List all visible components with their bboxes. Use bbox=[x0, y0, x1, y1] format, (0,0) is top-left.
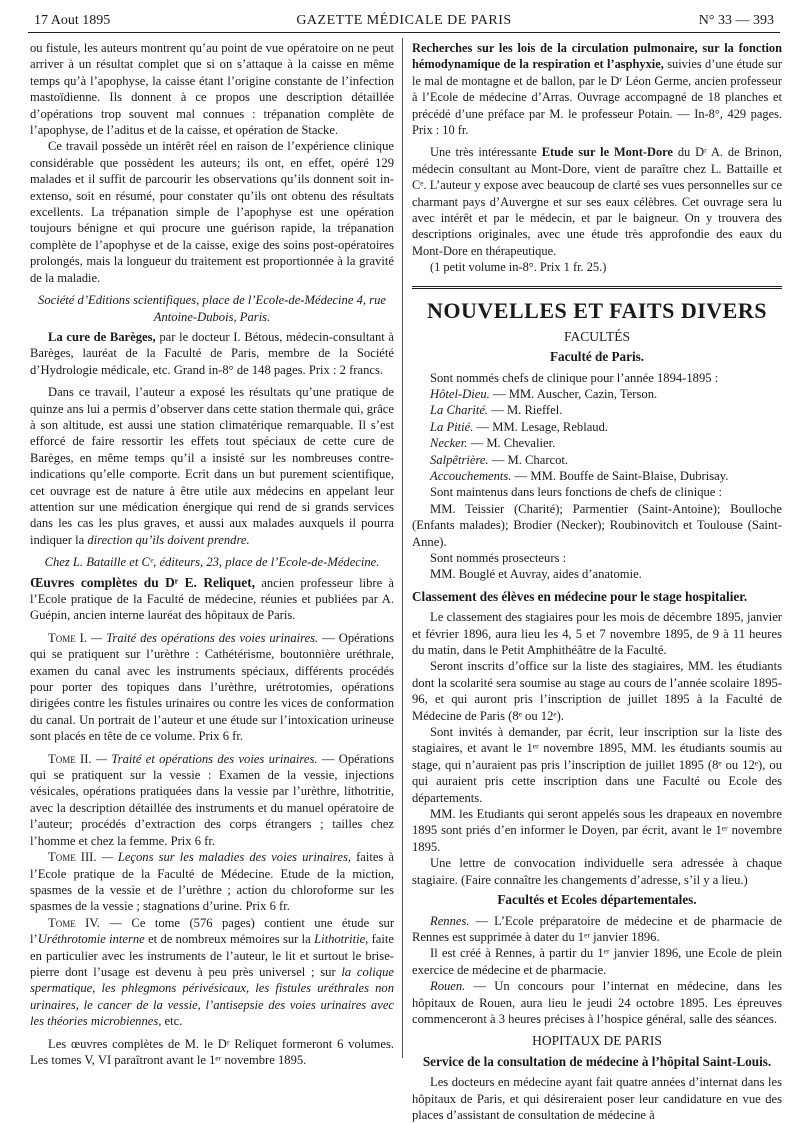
germe-book-title: Recherches sur les lois de la circulation pulmonaire, sur la fonction hémodynamique de la respiration et l’asphyxie, bbox=[412, 41, 782, 72]
bareges-book-entry bbox=[30, 329, 394, 378]
publisher-line: Société d’Editions scientifiques, place de l’Ecole-de-Médecine 4, rue Antoine-Dubois, Paris. bbox=[38, 293, 386, 324]
bareges-review-italic: direction qu’ils doivent prendre. bbox=[87, 532, 250, 547]
mastoid-review-paragraph-2: Ce travail possède un intérêt réel en raison de l’expérience clinique considérable que possèdent les auteurs; ils ont, en effet, opéré 129 malades et il suffit de parcourir les observations qu’ils donnent soit in-extenso, soit en résumé, pour constater qu’ils ont obtenu des résultats excellents. La trépanation simple de l’apophyse est une opération toujours bénigne et qui procure une guérison rapide, la trépanation complète de l’apophyse et de la caisse, exige des soins post-opératoires prolongés, mais la longueur du traitement est proportionnée à la gravité de la maladie. bbox=[30, 139, 394, 285]
tome-2-text: — Opérations qui se pratiquent sur la vessie : Examen de la vessie, injections vésicales, opérations pratiquées dans la vessie par l’urèthre, lithotritie, avec la description détaillée des instruments et du manuel opératoire de l’auteur; procédés d’extraction des corps étrangers ; tailles chez l’homme et chez la femme. Prix 6 fr. bbox=[30, 751, 394, 848]
tome-3-label: Tome III. bbox=[48, 850, 97, 865]
clinic-charite bbox=[412, 402, 782, 418]
publisher-line-2: Chez L. Bataille et Cᵉ, éditeurs, 23, place de l’Ecole-de-Médecine. bbox=[44, 555, 380, 570]
clinic-hotel-dieu bbox=[412, 386, 782, 402]
clinic-salpetriere-name: Salpêtrière. bbox=[430, 452, 489, 467]
clinic-pitie-name: La Pitié. bbox=[430, 419, 474, 434]
clinic-necker-staff: — M. Chevalier. bbox=[467, 436, 556, 451]
classement-paragraph-5: Une lettre de convocation individuelle sera adressée à chaque stagiaire. (Faire connaître les changements d’adresse, s’il y a lieu.) bbox=[412, 856, 782, 887]
hospitals-heading: HOPITAUX DE PARIS bbox=[532, 1033, 662, 1049]
tome-1-label: Tome I. bbox=[48, 630, 87, 645]
tome-3-title: — Leçons sur les maladies des voies urinaires, bbox=[96, 850, 351, 865]
bareges-review-text: Dans ce travail, l’auteur a exposé les résultats qu’une pratique de quinze ans lui a permis d’observer dans cette station thermale qui, grâce à son altitude, est aussi une station climatérique remarquable. Il s’est efforcé de faire ressortir les effets tout spéciaux de cette cure de Barèges, en même temps qu’il a insisté sur les nombreuses contre-indications qu’elle comporte. Ecrit dans un but purement scientifique, cet ouvrage est de nature à être utile aux médecins en appelant leur attention sur une médication énergique qui rend de si grands services dans les cas les plus graves, et aussi aux malades auxquels il pourra indiquer la bbox=[30, 385, 394, 547]
tome-2-entry bbox=[30, 751, 394, 849]
tome-4-italic-3: la colique spermatique, les phlegmons périvésicaux, les fistules uréthrales non urinaires, le cancer de la vessie, l’antisepsie des voies urinaires avec les théories microbiennes, bbox=[30, 964, 394, 1029]
tome-4-text-b: et de nombreux mémoires sur la bbox=[144, 932, 315, 947]
saint-louis-service-heading: Service de la consultation de médecine à l’hôpital Saint-Louis. bbox=[422, 1053, 772, 1069]
journal-title: GAZETTE MÉDICALE DE PARIS bbox=[296, 13, 512, 28]
clinic-accouchements-staff: — MM. Bouffe de Saint-Blaise, Dubrisay. bbox=[511, 468, 729, 483]
clinic-necker bbox=[412, 435, 782, 451]
classement-paragraph-1: Le classement des stagiaires pour les mois de décembre 1895, janvier et février 1896, aura lieu les 4, 5 et 7 novembre 1895, de 9 à 11 heures du matin, dans le Petit Amphithéâtre de la Faculté. bbox=[412, 610, 782, 657]
mont-dore-text-a: Une très intéressante bbox=[430, 145, 542, 160]
classement-heading: Classement des élèves en médecine pour le stage hospitalier. bbox=[412, 588, 748, 604]
clinic-salpetriere bbox=[412, 452, 782, 468]
reliquet-final-note: Les œuvres complètes de M. le Dʳ Reliquet formeront 6 volumes. Les tomes V, VI paraîtront avant le 1ᵉʳ novembre 1895. bbox=[30, 1036, 394, 1067]
clinic-charite-name: La Charité. bbox=[430, 403, 489, 418]
mont-dore-title: Etude sur le Mont-Dore bbox=[541, 145, 673, 160]
tome-1-text: — Opérations qui se pratiquent sur l’urèthre : Cathétérisme, boutonnière uréthrale, examen du canal avec les instruments spéciaux, différents procédés pour porter des topiques dans l’urèthre, urétrotomies, opérations dirigées contre les fistules urinaires ou contre les vices de conformation du canal. Un portrait de l’auteur et une étude sur l’intoxication urineuse sont placés en tête de ce volume. Prix 6 fr. bbox=[30, 630, 394, 744]
bareges-review bbox=[30, 384, 394, 548]
section-separator bbox=[412, 286, 782, 289]
mont-dore-text-b: du Dʳ A. de Brinon, médecin consultant au Mont-Dore, vient de paraître chez L. Battaille et Cᵉ. L’auteur y expose avec beaucoup de clarté ses vues personnelles sur ce charmant pays d’Auvergne et sur ses eaux célèbres. Cet ouvrage sera lu avec intérêt et par le médecin, et par le baigneur. On y trouvera des descriptions originales, avec une étude très approfondie des eaux du Mont-Dore en thérapeutique. bbox=[412, 145, 782, 258]
clinic-accouchements-name: Accouchements. bbox=[430, 468, 512, 483]
rouen-city: Rouen. bbox=[430, 979, 466, 994]
clinic-hotel-dieu-staff: — MM. Auscher, Cazin, Terson. bbox=[489, 386, 658, 401]
maintenus-list: MM. Teissier (Charité); Parmentier (Saint-Antoine); Boulloche (Enfants malades); Brodier (Necker); Roubinovitch et Toulouse (Saint-Anne). bbox=[412, 501, 782, 549]
clinic-necker-name: Necker. bbox=[430, 436, 468, 451]
rouen-text: — Un concours pour l’internat en médecine, dans les hôpitaux de Rouen, aura lieu le jeudi 24 octobre 1895. Les épreuves commenceront à 3 heures précises à l’hospice général, salle des séances. bbox=[412, 979, 782, 1026]
classement-paragraph-4: MM. les Etudiants qui seront appelés sous les drapeaux en novembre 1895 sont priés d’en informer le Doyen, par écrit, avant le 1ᵉʳ novembre 1895. bbox=[412, 807, 782, 854]
tome-3-entry bbox=[30, 849, 394, 915]
classement-paragraph-3: Sont invités à demander, par écrit, leur inscription sur la liste des stagiaires, et avant le 1ᵉʳ novembre 1895, MM. les étudiants soumis au stage, qui n’auraient pas pris l’inscription de juillet 1895 (8ᵉ ou 12ᵉ), ou qui auraient pris cette inscription dans une Faculté ou Ecole des départements. bbox=[412, 725, 782, 805]
tome-3-text: faites à l’Ecole pratique de la Faculté de Médecine. Etude de la miction, spasmes de la vessie et de l’urèthre ; action du chloroforme sur les spasmes de la vessie ; stagnations d’urine. Prix 6 fr. bbox=[30, 850, 394, 914]
bareges-book-details: par le docteur I. Bétous, médecin-consultant à Barèges, lauréat de la Faculté de Paris, membre de la Société d’Hydrologie médicale, etc. Grand in-8° de 148 pages. Prix : 2 francs. bbox=[30, 329, 394, 377]
page-header bbox=[28, 10, 780, 33]
reliquet-book-entry bbox=[30, 575, 394, 624]
prosecteurs-list: MM. Bouglé et Auvray, aides d’anatomie. bbox=[430, 567, 642, 582]
issue-date: 17 Aout 1895 bbox=[34, 13, 111, 28]
reliquet-book-title: Œuvres complètes du Dʳ E. Reliquet, bbox=[30, 574, 256, 590]
clinic-charite-staff: — M. Rieffel. bbox=[488, 403, 563, 418]
tome-4-text-a: — Ce tome (576 pages) contient une étude sur l’ bbox=[30, 915, 395, 947]
tome-4-italic-2: Lithotritie, bbox=[314, 932, 369, 947]
rennes-text: — L’Ecole préparatoire de médecine et de pharmacie de Rennes est supprimée à dater du 1ᵉʳ janvier 1896. bbox=[412, 913, 782, 944]
faculty-paris-heading: Faculté de Paris. bbox=[549, 349, 645, 365]
mastoid-review-paragraph: ou fistule, les auteurs montrent qu’au point de vue opératoire on ne peut arriver à un résultat complet que si on s’attaque à la caisse en même temps qu’à l’apophyse, la caisse étant l’origine constante de l’infection mastoïdienne. Ils donnent à ce propos une description détaillée d’opérations trop souvent mal connues : trépanation complète de l’apophyse, de l’aditus et de la caisse, et opération de Stacke. bbox=[30, 41, 394, 138]
mont-dore-entry bbox=[412, 144, 782, 259]
tome-4-text-d: etc. bbox=[161, 1014, 183, 1029]
classement-paragraph-2: Seront inscrits d’office sur la liste des stagiaires, MM. les étudiants dont la scolarité sera soumise au stage au cours de l’année scolaire 1895-96, et qui auront pris l’inscription de juillet 1895 à la Faculté de Médecine de Paris (8ᵉ ou 12ᵉ). bbox=[412, 659, 782, 723]
germe-book-details: suivies d’une étude sur le mal de montagne et de ballon, par le Dʳ Léon Germe, ancien professeur à l’Ecole de médecine d’Arras. Ouvrage accompagné de 18 planches et précédé d’une préface par M. le professeur Potain. — In-8°, 429 pages. Prix : 10 fr. bbox=[412, 57, 782, 138]
issue-page-number: N° 33 — 393 bbox=[698, 13, 774, 28]
column-divider bbox=[402, 38, 403, 1058]
germe-book-entry bbox=[412, 40, 782, 138]
clinic-hotel-dieu-name: Hôtel-Dieu. bbox=[430, 386, 490, 401]
tome-4-entry bbox=[30, 915, 394, 1030]
tome-2-title: — Traité et opérations des voies urinaires. bbox=[91, 751, 318, 766]
tome-4-italic-1: Uréthrotomie interne bbox=[37, 932, 145, 947]
tome-4-label: Tome IV. bbox=[48, 915, 100, 930]
saint-louis-paragraph: Les docteurs en médecine ayant fait quatre années d’internat dans les hôpitaux de Paris, et qui désireraient poser leur candidature en vue des places d’assistant de consultation de médecine à bbox=[412, 1075, 782, 1122]
prosecteurs-intro: Sont nommés prosecteurs : bbox=[430, 550, 567, 565]
rennes-city: Rennes. bbox=[430, 913, 470, 928]
clinic-accouchements bbox=[412, 468, 782, 484]
maintenus-intro: Sont maintenus dans leurs fonctions de chefs de clinique : bbox=[430, 485, 723, 500]
rennes-paragraph-2: Il est créé à Rennes, à partir du 1ᵉʳ janvier 1896, une Ecole de plein exercice de médecine et de pharmacie. bbox=[412, 946, 782, 977]
mont-dore-price: (1 petit volume in-8°. Prix 1 fr. 25.) bbox=[430, 260, 607, 275]
faculties-heading: FACULTÉS bbox=[563, 328, 631, 344]
rennes-paragraph-1 bbox=[412, 913, 782, 946]
clinic-pitie-staff: — MM. Lesage, Reblaud. bbox=[473, 419, 609, 434]
clinic-pitie bbox=[412, 419, 782, 435]
left-column bbox=[30, 40, 395, 1067]
bareges-book-title: La cure de Barèges, bbox=[48, 329, 156, 344]
rouen-paragraph bbox=[412, 978, 782, 1027]
right-column bbox=[412, 40, 782, 1122]
tome-2-label: Tome II. bbox=[48, 751, 92, 766]
tome-1-title: — Traité des opérations des voies urinaires. bbox=[87, 630, 319, 645]
news-heading: NOUVELLES ET FAITS DIVERS bbox=[427, 297, 767, 323]
clinic-salpetriere-staff: — M. Charcot. bbox=[488, 452, 569, 467]
reliquet-book-details: ancien professeur libre à l’Ecole pratique de la Faculté de médecine, réunies et publiées par A. Guépin, ancien interne lauréat des hôpitaux de Paris. bbox=[30, 575, 394, 623]
departmental-faculties-heading: Facultés et Ecoles départementales. bbox=[497, 892, 697, 908]
tome-4-text-c: faite en particulier avec les instruments de l’auteur, le lit et surtout le brise-pierre dont l’usage est devenu à peu près universel ; sur bbox=[30, 932, 394, 979]
tome-1-entry bbox=[30, 630, 394, 745]
chefs-intro: Sont nommés chefs de clinique pour l’année 1894-1895 : bbox=[430, 370, 719, 385]
